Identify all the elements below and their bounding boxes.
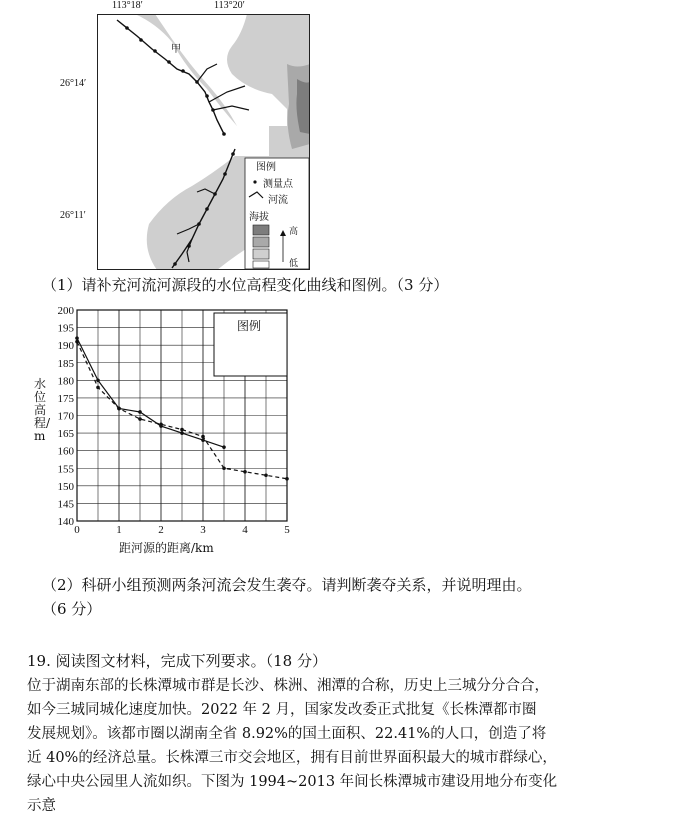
x-tick-label: 1 — [116, 524, 122, 536]
series-2-point — [264, 473, 268, 477]
lat-label-2: 26°11′ — [60, 210, 86, 221]
question-2-line-1: （2）科研小组预测两条河流会发生袭夺。请判断袭夺关系，并说明理由。 — [42, 576, 532, 594]
x-tick-label: 2 — [158, 524, 164, 536]
legend-high-label: 高 — [289, 227, 299, 237]
chart-ylabel: 水位高程/m — [34, 377, 51, 443]
y-tick-label: 170 — [57, 410, 74, 423]
chart-legend-title: 图例 — [237, 319, 262, 333]
x-tick-label: 3 — [200, 524, 206, 536]
y-tick-label: 195 — [57, 322, 74, 335]
y-tick-label: 190 — [57, 340, 74, 353]
y-tick-label: 155 — [57, 463, 74, 476]
series-2-point — [96, 386, 100, 390]
x-tick-label: 4 — [242, 524, 248, 536]
series-1-point — [180, 431, 184, 435]
map-legend-title: 图例 — [256, 162, 276, 173]
y-tick-label: 200 — [57, 305, 74, 317]
lat-label-1: 26°14′ — [60, 78, 87, 89]
series-2-point — [75, 340, 79, 344]
series-2-point — [243, 470, 247, 474]
q19-line-6: 示意 — [27, 798, 56, 814]
y-tick-label: 175 — [57, 392, 74, 405]
series-2-point — [285, 477, 289, 481]
x-tick-label: 0 — [74, 524, 80, 536]
series-1-point — [222, 445, 226, 449]
lon-label-2: 113°20′ — [214, 0, 245, 11]
y-tick-label: 180 — [57, 375, 74, 388]
q19-line-5: 绿心中央公园里人流如织。下图为 1994~2013 年间长株潭城市建设用地分布变化 — [27, 774, 558, 790]
series-2-point — [222, 466, 226, 470]
series-2-point — [159, 422, 163, 426]
y-tick-label: 140 — [57, 516, 74, 528]
series-1-point — [96, 379, 100, 383]
x-tick-label: 5 — [284, 524, 290, 536]
series-2-point — [138, 417, 142, 421]
y-tick-label: 150 — [57, 480, 74, 493]
series-2-point — [180, 428, 184, 432]
question-1: （1）请补充河流河源段的水位高程变化曲线和图例。（3 分） — [42, 276, 449, 294]
chart-xlabel: 距河源的距离/km — [119, 541, 214, 555]
point-jia-label: 甲 — [171, 44, 181, 55]
series-2-point — [117, 407, 121, 411]
legend-low-label: 低 — [289, 259, 299, 269]
q19-line-1: 位于湖南东部的长株潭城市群是长沙、株洲、湘潭的合称，历史上三城分分合合， — [27, 678, 549, 694]
series-1-point — [138, 410, 142, 414]
legend-point-label: 测量点 — [263, 179, 293, 190]
y-tick-label: 145 — [57, 498, 74, 511]
series-line-1 — [77, 338, 224, 447]
lon-label-1: 113°18′ — [112, 0, 143, 11]
legend-elevation-title: 海拔 — [249, 212, 269, 223]
q19-line-2: 如今三城同城化速度加快。2022 年 2 月，国家发改委正式批复《长株潭都市圈 — [27, 702, 537, 718]
y-tick-label: 185 — [57, 357, 74, 370]
question-2-line-2: （6 分） — [42, 600, 102, 618]
q19-line-4: 近 40%的经济总量。长株潭三市交会地区，拥有目前世界面积最大的城市群绿心， — [27, 750, 557, 766]
question-19-title: 19. 阅读图文材料，完成下列要求。（18 分） — [27, 652, 327, 670]
y-tick-label: 165 — [57, 428, 74, 441]
y-tick-label: 160 — [57, 445, 74, 458]
legend-river-label: 河流 — [268, 195, 288, 206]
series-1-point — [75, 336, 79, 340]
series-2-point — [201, 435, 205, 439]
q19-line-3: 发展规划》。该都市圈以湖南全省 8.92%的国土面积、22.41%的人口，创造了将 — [27, 726, 547, 742]
